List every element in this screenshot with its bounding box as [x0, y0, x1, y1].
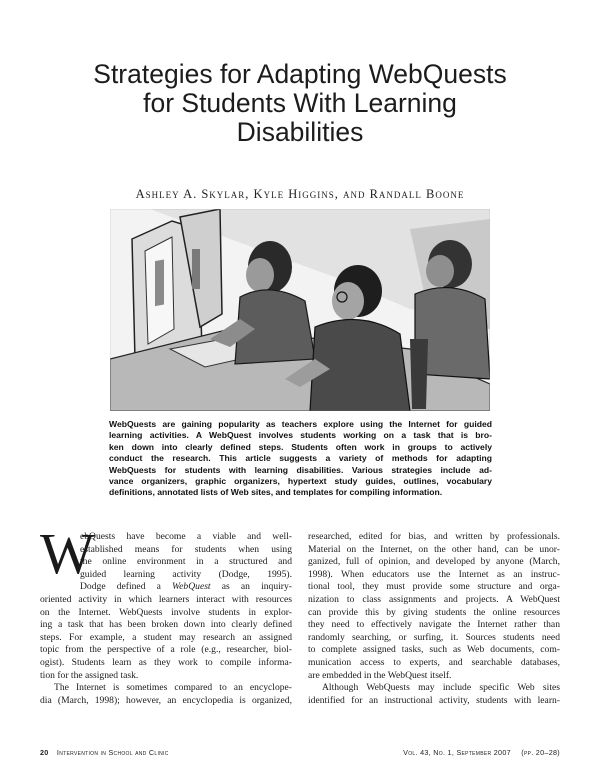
title-line: for Students With Learning — [143, 88, 457, 118]
abstract — [109, 419, 492, 499]
body-line: they need to effectively navigate the Internet rather than — [308, 619, 560, 631]
body-line: are embedded in the WebQuest itself. — [308, 669, 452, 681]
body-line: ganized, full of opinion, and developed by anyone (March, — [308, 556, 560, 568]
body-line: on the Internet. WebQuests involve students in explor- — [40, 606, 292, 618]
abstract-line: conduct the research. This article suggests a variety of methods for adapting — [109, 453, 492, 464]
body-line: established means for students when using — [80, 543, 292, 555]
body-line: dia (March, 1998); however, an encyclopedia is organized, — [40, 694, 292, 706]
body-line: munication access to experts, and searchable databases, — [308, 656, 560, 668]
body-column-left — [40, 531, 292, 707]
body-column-right — [308, 531, 560, 707]
body-line: identified for an instructional activity, students with learn- — [308, 694, 560, 706]
body-line: randomly searching, or surfing, it. Sources students need — [308, 631, 560, 643]
body-line: Although WebQuests may include specific Web sites — [322, 682, 560, 694]
body-line: Material on the Internet, on the other hand, can be unor- — [308, 543, 560, 555]
body-line: topic from the perspective of a role (e.g., researcher, biol- — [40, 644, 292, 656]
page-number: 20 — [40, 748, 49, 757]
abstract-line: ken down into clearly defined steps. Students often work in groups to actively — [109, 441, 492, 452]
title-line: Strategies for Adapting WebQuests — [93, 59, 507, 89]
article-title — [40, 60, 560, 147]
body-line: steps. For example, a student may research an assigned — [40, 631, 292, 643]
body-line: ogist). Students learn as they work to compile informa- — [40, 656, 292, 668]
body-line: tional tool, they must provide some structure and orga- — [308, 581, 560, 593]
abstract-line: definitions, annotated lists of Web sites, and templates for compiling information. — [109, 487, 443, 498]
drop-cap: W — [40, 521, 95, 586]
body-line: The Internet is sometimes compared to an encyclope- — [54, 682, 292, 694]
abstract-line: WebQuests are gaining popularity as teachers explore using the Internet for guided — [109, 419, 492, 429]
body-line: the online environment in a structured and — [80, 556, 292, 568]
page-range: (pp. 20–28) — [521, 748, 560, 757]
abstract-line: vance organizers, graphic organizers, hypertext study guides, outlines, vocabulary — [109, 476, 492, 487]
title-line: Disabilities — [236, 117, 364, 147]
body-line: ing a task that has been broken down into clearly defined — [40, 619, 292, 631]
body-line: nization to class assignments and projects. A WebQuest — [308, 593, 560, 605]
abstract-line: learning activities. A WebQuest involves students working on a task that is bro- — [109, 430, 492, 441]
volume-info: Vol. 43, No. 1, September 2007 — [403, 748, 511, 757]
body-line: can provide this by giving students the online resources — [308, 606, 560, 618]
body-line: oriented activity in which learners interact with resources — [40, 593, 292, 605]
author-list: Ashley A. Skylar, Kyle Higgins, and Randall Boone — [135, 187, 465, 201]
abstract-line: WebQuests for students with learning disabilities. Various strategies include ad- — [109, 464, 492, 475]
body-line: tion for the assigned task. — [40, 669, 139, 681]
body-line: Dodge defined a WebQuest as an inquiry- — [80, 581, 292, 593]
body-line: guided learning activity (Dodge, 1995). — [80, 568, 292, 580]
body-line: to complete assigned tasks, such as Web documents, com- — [308, 644, 560, 656]
journal-name: Intervention in School and Clinic — [56, 748, 169, 757]
body-line: ebQuests have become a viable and well- — [80, 531, 292, 542]
body-line: 1998). When educators use the Internet as an instruc- — [308, 568, 560, 580]
students-at-computers-illustration — [110, 209, 490, 411]
body-line: researched, edited for bias, and written by professionals. — [308, 531, 560, 542]
